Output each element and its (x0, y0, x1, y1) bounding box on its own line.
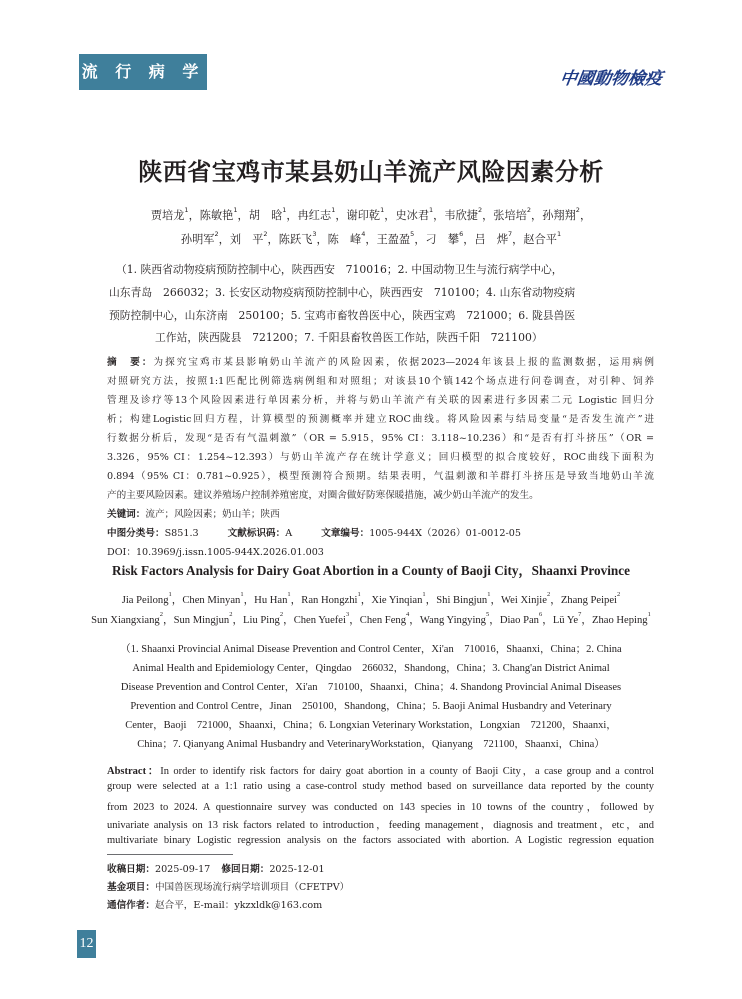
fund-label: 基金项目： (107, 882, 155, 893)
corresponding-label: 通信作者： (107, 900, 155, 911)
article-no-value: 1005-944X（2026）01-0012-05 (369, 528, 521, 539)
author-affiliation-number: 2 (477, 206, 483, 214)
abstract-cn-line: 对照研究方法，按照1:1匹配比例筛选病例组和对照组；对该县10个镇142个场点进行问卷调查，对引种、饲养 (107, 376, 654, 387)
affiliation-en-line: （1. Shaanxi Provincial Animal Disease Prevention and Control Center，Xi'an 710016，Shaanxi，China；2. China (120, 644, 622, 655)
author-name: 孙明军 (180, 233, 215, 246)
author-separator: ， (414, 233, 426, 246)
abstract-en-label: Abstract： (107, 766, 161, 777)
footnote-dates (107, 861, 325, 875)
author-separator: ， (542, 615, 553, 626)
author-name: Lü Ye (552, 615, 579, 626)
author-affiliation-number: 2 (159, 611, 163, 618)
author-affiliation-number: 5 (410, 230, 415, 238)
abstract-en-line (107, 763, 654, 778)
author-separator: ， (218, 233, 230, 246)
doc-code-label: 文献标识码： (227, 528, 286, 539)
page-number: 12 (77, 930, 96, 958)
author-affiliation-number: 1 (429, 206, 434, 214)
abstract-en-line: group were selected at a 1:1 ratio using a case-control study method based on surveillance data reported by the county (107, 781, 654, 792)
affiliation-cn-line: 预防控制中心，山东济南 250100；5. 宝鸡市畜牧兽医中心，陕西宝鸡 721000；6. 陇县兽医 (109, 309, 576, 322)
author-name: 韦欣捷 (444, 209, 478, 222)
author-name: Wang Yingying (419, 615, 486, 626)
author-name: Hu Han (254, 595, 288, 606)
author-separator: ， (316, 233, 328, 246)
revised-date: 2025-12-01 (269, 864, 325, 875)
author-affiliation-number: 1 (240, 591, 244, 598)
author-affiliation-number: 2 (263, 230, 268, 238)
author-affiliation-number: 3 (345, 611, 350, 618)
author-affiliation-number: 1 (487, 591, 491, 598)
author-separator: ， (579, 209, 592, 222)
author-separator: ， (243, 595, 255, 606)
abstract-cn-line: 产的主要风险因素。建议养殖场户控制养殖密度，对圈舍做好防寒保暖措施，减少奶山羊流产的发生。 (107, 490, 539, 501)
author-name: 吕 烨 (474, 233, 509, 246)
author-name: 陈跃飞 (278, 233, 313, 246)
author-name: 刘 平 (229, 233, 264, 246)
author-name: Zhang Peipei (560, 595, 618, 606)
abstract-cn-label: 摘 要： (107, 357, 154, 368)
footnote-corresponding (107, 897, 322, 911)
abstract-en-line: univariate analysis on 13 risk factors related to introduction，feeding management，diagnosis and treatment，etc，and (107, 820, 654, 831)
author-affiliation-number: 1 (357, 591, 361, 598)
author-separator: ， (286, 209, 298, 222)
author-separator: ， (171, 595, 183, 606)
affiliation-cn-line: 工作站，陕西陇县 721200；7. 千阳县畜牧兽医工作站，陕西千阳 721100） (155, 331, 543, 344)
author-affiliation-number: 2 (575, 206, 580, 214)
author-name: 陈 峰 (327, 233, 362, 246)
affiliation-en-line: Prevention and Control Centre，Jinan 250100，Shandong，China；5. Baoji Animal Husbandry and Veterinary (130, 701, 612, 712)
author-separator: ， (267, 233, 279, 246)
author-name: Zhao Heping (591, 615, 648, 626)
footnote-fund (107, 879, 349, 893)
author-name: Sun Xiangxiang (91, 615, 160, 626)
authors-cn-line-1 (80, 207, 662, 223)
author-separator: ， (162, 615, 174, 626)
author-separator: ， (433, 209, 445, 222)
author-affiliation-number: 1 (647, 611, 651, 618)
abstract-en-line: from 2023 to 2024. A questionnaire survey was conducted on 143 species in 10 towns of the country，followed by (107, 802, 654, 813)
author-affiliation-number: 2 (546, 591, 551, 598)
authors-en-line-1 (80, 592, 662, 607)
author-name: 王盈盈 (376, 233, 411, 246)
author-name: Liu Ping (243, 615, 280, 626)
keywords-cn (107, 506, 280, 520)
author-name: Diao Pan (499, 615, 539, 626)
author-affiliation-number: 1 (168, 591, 172, 598)
author-separator: ， (512, 233, 524, 246)
abstract-en-line: multivariate binary Logistic regression analysis on the factors associated with abortion. A Logistic regression equation (107, 835, 654, 846)
article-no-label: 文章编号： (321, 528, 370, 539)
author-separator: ， (550, 595, 561, 606)
author-affiliation-number: 2 (229, 611, 233, 618)
author-name: 谢印乾 (346, 209, 381, 222)
affiliation-en-line: China；7. Qianyang Animal Husbandry and VeterinaryWorkstation，Qianyang 721100，Shaanxi，China） (137, 739, 605, 750)
author-name: 贾培龙 (150, 209, 185, 222)
doc-code-value: A (285, 528, 293, 539)
author-affiliation-number: 4 (406, 611, 410, 618)
fund-value: 中国兽医现场流行病学培训项目（CFETPV） (154, 882, 350, 893)
author-separator: ， (188, 209, 200, 222)
author-separator: ， (425, 595, 437, 606)
author-affiliation-number: 5 (485, 611, 490, 618)
journal-logo: 中國動物檢疫 (558, 69, 664, 89)
author-affiliation-number: 2 (526, 206, 532, 214)
author-affiliation-number: 1 (380, 206, 385, 214)
author-affiliation-number: 1 (233, 206, 238, 214)
clc-label: 中图分类号： (107, 528, 165, 539)
author-name: 史冰君 (395, 209, 430, 222)
affiliation-en-line: Disease Prevention and Control Center，Xi'an 710100，Shaanxi，China；4. Shandong Provincial Animal Diseases (120, 682, 622, 693)
author-name: 赵合平 (523, 233, 557, 246)
affiliation-en-line: Animal Health and Epidemiology Center，Qingdao 266032，Shandong，China；3. Chang'an District Animal (132, 663, 610, 674)
author-name: Wei Xinjie (501, 595, 547, 606)
doi-value[interactable]: 10.3969/j.issn.1005-944X.2026.01.003 (135, 547, 324, 558)
footnote-divider (107, 854, 233, 855)
affiliation-cn-line: （1. 陕西省动物疫病预防控制中心，陕西西安 710016；2. 中国动物卫生与流行病学中心， (116, 263, 563, 276)
author-affiliation-number: 1 (287, 591, 291, 598)
author-separator: ， (482, 209, 494, 222)
abstract-cn-line: 3.326，95% CI：1.254~12.393）与奶山羊流产存在统计学意义；回归模型的拟合度较好，ROC曲线下面积为 (107, 452, 654, 463)
classification-line (107, 525, 521, 539)
author-name: 胡 晗 (248, 209, 283, 222)
abstract-cn-text: 为探究宝鸡市某县影响奶山羊流产的风险因素，依据2023—2024年该县上报的监测数据，运用病例 (153, 357, 654, 368)
author-name: Shi Bingjun (436, 595, 488, 606)
abstract-cn-line: 行数据分析后，发现“是否有气温刺激”（OR = 5.915，95% CI：3.118~10.236）和“是否有打斗挤压”（OR = (107, 433, 654, 444)
author-affiliation-number: 2 (617, 591, 621, 598)
author-name: 孙翔翔 (542, 209, 576, 222)
author-affiliation-number: 2 (214, 230, 219, 238)
authors-en-line-2 (80, 612, 662, 627)
author-affiliation-number: 3 (312, 230, 317, 238)
author-separator: ， (581, 615, 592, 626)
author-affiliation-number: 1 (331, 206, 336, 214)
author-separator: ， (490, 595, 502, 606)
author-affiliation-number: 4 (361, 230, 366, 238)
author-affiliation-number: 2 (279, 611, 284, 618)
author-name: 陈敏艳 (199, 209, 234, 222)
author-separator: ， (283, 615, 294, 626)
author-name: Xie Yinqian (371, 595, 423, 606)
author-name: Ran Hongzhi (301, 595, 358, 606)
article-title-en: Risk Factors Analysis for Dairy Goat Abortion in a County of Baoji City，Shaanxi Province (112, 563, 630, 578)
author-affiliation-number: 1 (422, 591, 426, 598)
clc-value: S851.3 (164, 528, 199, 539)
author-affiliation-number: 7 (508, 230, 513, 238)
author-separator: ， (489, 615, 500, 626)
revised-label: 修回日期： (221, 864, 270, 875)
author-name: Jia Peilong (121, 595, 169, 606)
received-label: 收稿日期： (107, 864, 155, 875)
author-separator: ， (237, 209, 249, 222)
author-separator: ， (349, 615, 360, 626)
affiliation-en-line: Center，Baoji 721000，Shaanxi，China；6. Longxian Veterinary Workstation，Longxian 721200，Shaanxi， (125, 720, 617, 731)
author-affiliation-number: 7 (578, 611, 582, 618)
section-tag: 流 行 病 学 (79, 54, 207, 90)
author-name: Sun Mingjun (173, 615, 230, 626)
author-name: Chen Yuefei (293, 615, 346, 626)
received-date: 2025-09-17 (154, 864, 211, 875)
author-separator: ， (360, 595, 372, 606)
author-affiliation-number: 6 (459, 230, 464, 238)
author-affiliation-number: 6 (538, 611, 543, 618)
abstract-cn-line: 0.894（95% CI：0.781~0.925），模型预测符合预期。结果表明，气温刺激和羊群打斗挤压是导致当地奶山羊流 (107, 471, 654, 482)
abstract-cn-line: 管理及诊疗等13个风险因素进行单因素分析，并将与奶山羊流产有关联的因素进行多因素二元 Logistic 回归分 (107, 395, 654, 406)
corresponding-value[interactable]: 赵合平，E-mail：ykzxldk@163.com (154, 900, 323, 911)
author-affiliation-number: 1 (282, 206, 287, 214)
author-separator: ， (290, 595, 302, 606)
author-affiliation-number: 1 (184, 206, 189, 214)
author-name: Chen Minyan (182, 595, 241, 606)
article-title-cn: 陕西省宝鸡市某县奶山羊流产风险因素分析 (138, 158, 604, 186)
doi-label: DOI： (107, 547, 136, 558)
keywords-value: 流产；风险因素；奶山羊；陕西 (145, 509, 280, 520)
author-separator: ， (463, 233, 475, 246)
author-name: 冉红志 (297, 209, 332, 222)
author-name: 张培培 (493, 209, 527, 222)
author-separator: ， (365, 233, 377, 246)
author-separator: ， (531, 209, 543, 222)
keywords-label: 关键词： (107, 509, 146, 520)
author-separator: ， (409, 615, 420, 626)
author-name: Chen Feng (359, 615, 406, 626)
abstract-cn-line (107, 354, 654, 368)
author-separator: ， (232, 615, 244, 626)
author-separator: ， (335, 209, 347, 222)
affiliation-cn-line: 山东青岛 266032；3. 长安区动物疫病预防控制中心，陕西西安 710100；4. 山东省动物疫病 (109, 286, 576, 299)
author-separator: ， (384, 209, 396, 222)
authors-cn-line-2 (80, 231, 662, 247)
abstract-cn-line: 析；构建Logistic回归方程，计算模型的预测概率并建立ROC曲线。将风险因素与结局变量“是否发生流产”进 (107, 414, 654, 425)
author-affiliation-number: 1 (556, 230, 562, 238)
doi-line (107, 544, 324, 558)
author-name: 刁 攀 (425, 233, 460, 246)
abstract-en-text: In order to identify risk factors for dairy goat abortion in a county of Baoji City，a case group and a control (160, 766, 654, 777)
